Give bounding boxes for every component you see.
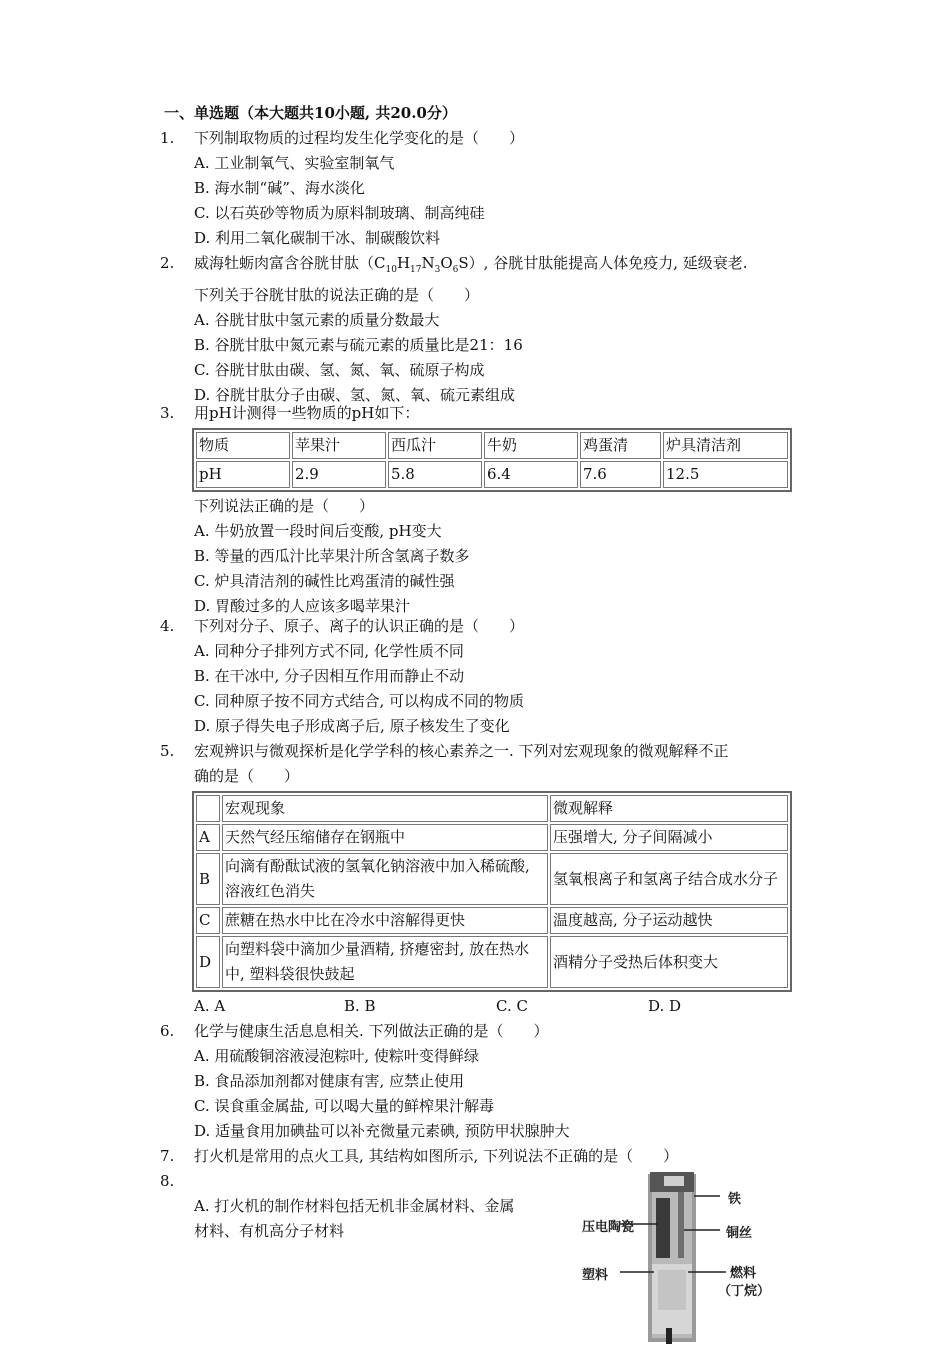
table-cell: 鸡蛋清: [580, 432, 661, 459]
option-c[interactable]: C. 同种原子按不同方式结合, 可以构成不同的物质: [194, 692, 525, 710]
label-fuel: 燃料: [730, 1266, 757, 1281]
table-cell: 宏观现象: [222, 795, 548, 822]
table-cell: 7.6: [580, 461, 661, 488]
question-stem: 下列对分子、原子、离子的认识正确的是（ ）: [194, 617, 525, 635]
table-cell: 2.9: [292, 461, 386, 488]
table-cell: 6.4: [484, 461, 578, 488]
option-d[interactable]: D. 胃酸过多的人应该多喝苹果汁: [194, 597, 411, 615]
question-4: [160, 614, 800, 739]
lighter-diagram: [578, 1168, 778, 1344]
option-a[interactable]: A. 牛奶放置一段时间后变酸, pH变大: [194, 522, 442, 540]
option-d[interactable]: D. 谷胱甘肽分子由碳、氢、氮、氧、硫元素组成: [194, 386, 516, 404]
table-header-row: [196, 432, 788, 459]
ph-table: [192, 428, 792, 492]
option-c[interactable]: C. 炉具清洁剂的碱性比鸡蛋清的碱性强: [194, 572, 455, 590]
option-d[interactable]: D. 利用二氧化碳制干冰、制碳酸饮料: [194, 229, 441, 247]
question-number: 6.: [160, 1022, 175, 1040]
question-stem-line2: 确的是（ ）: [194, 767, 300, 785]
table-cell: 12.5: [663, 461, 788, 488]
label-copper: 铜丝: [726, 1226, 753, 1241]
table-cell: pH: [196, 461, 290, 488]
question-number: 3.: [160, 404, 175, 422]
options-row: [194, 994, 800, 1019]
table-cell: 微观解释: [550, 795, 788, 822]
macro-micro-table: [192, 791, 792, 992]
table-cell: 氢氧根离子和氢离子结合成水分子: [550, 853, 788, 905]
table-row: [196, 824, 788, 851]
table-cell: 物质: [196, 432, 290, 459]
option-a[interactable]: A. 用硫酸铜溶液浸泡粽叶, 使粽叶变得鲜绿: [194, 1047, 479, 1065]
option-d[interactable]: D. 适量食用加碘盐可以补充微量元素碘, 预防甲状腺肿大: [194, 1122, 570, 1140]
question-number: 8.: [160, 1172, 175, 1190]
option-c[interactable]: C. 误食重金属盐, 可以喝大量的鲜榨果汁解毒: [194, 1097, 495, 1115]
table-cell: 酒精分子受热后体积变大: [550, 936, 788, 988]
table-cell: A: [196, 824, 220, 851]
lighter-figure: [578, 1168, 778, 1344]
label-iron: 铁: [728, 1192, 742, 1207]
label-plastic: 塑料: [582, 1268, 609, 1283]
option-b[interactable]: B. B: [344, 997, 376, 1015]
question-6: [160, 1019, 800, 1144]
option-a[interactable]: A. 同种分子排列方式不同, 化学性质不同: [194, 642, 464, 660]
option-a-line2[interactable]: 材料、有机高分子材料: [194, 1222, 345, 1240]
table-cell: 温度越高, 分子运动越快: [550, 907, 788, 934]
question-stem: 化学与健康生活息息相关. 下列做法正确的是（ ）: [194, 1022, 549, 1040]
table-cell: D: [196, 936, 220, 988]
option-b[interactable]: B. 等量的西瓜汁比苹果汁所含氢离子数多: [194, 547, 470, 565]
table-cell: 炉具清洁剂: [663, 432, 788, 459]
option-b[interactable]: B. 食品添加剂都对健康有害, 应禁止使用: [194, 1072, 465, 1090]
option-d[interactable]: D. 原子得失电子形成离子后, 原子核发生了变化: [194, 717, 510, 735]
question-number: 5.: [160, 742, 175, 760]
table-cell: 天然气经压缩储存在钢瓶中: [222, 824, 548, 851]
question-number: 4.: [160, 617, 175, 635]
option-b[interactable]: B. 在干冰中, 分子因相互作用而静止不动: [194, 667, 465, 685]
question-stem: 威海牡蛎肉富含谷胱甘肽$(C_{10}H_{17}N_3O_6S)$, 谷胱甘肽能提高人体免疫力, 延级衰老.: [194, 254, 748, 275]
table-cell: 向塑料袋中滴加少量酒精, 挤瘪密封, 放在热水中, 塑料袋很快鼓起: [222, 936, 548, 988]
question-stem-line2: 下列说法正确的是（ ）: [194, 497, 375, 515]
table-cell: 蔗糖在热水中比在冷水中溶解得更快: [222, 907, 548, 934]
table-cell: B: [196, 853, 220, 905]
table-cell: [196, 795, 220, 822]
question-stem: 用pH计测得一些物质的pH如下：: [194, 404, 420, 422]
option-d[interactable]: D. D: [648, 997, 682, 1015]
option-c[interactable]: C. C: [496, 997, 528, 1015]
table-row: [196, 853, 788, 905]
option-c[interactable]: C. 谷胱甘肽由碳、氢、氮、氧、硫原子构成: [194, 361, 485, 379]
question-number: 1.: [160, 129, 175, 147]
table-cell: 向滴有酚酞试液的氢氧化钠溶液中加入稀硫酸, 溶液红色消失: [222, 853, 548, 905]
table-cell: 5.8: [388, 461, 482, 488]
table-cell: 苹果汁: [292, 432, 386, 459]
question-2: [160, 251, 800, 408]
question-stem: 打火机是常用的点火工具, 其结构如图所示, 下列说法不正确的是（ ）: [194, 1147, 679, 1165]
question-number: 7.: [160, 1147, 175, 1165]
table-cell: 压强增大, 分子间隔减小: [550, 824, 788, 851]
question-stem: 宏观辨识与微观探析是化学学科的核心素养之一. 下列对宏观现象的微观解释不正: [194, 742, 729, 760]
option-b[interactable]: B. 海水制“碱”、海水淡化: [194, 179, 365, 197]
question-8: [160, 1169, 560, 1244]
question-stem-line2: 下列关于谷胱甘肽的说法正确的是（ ）: [194, 286, 480, 304]
table-header-row: [196, 795, 788, 822]
table-cell: C: [196, 907, 220, 934]
option-a-line1[interactable]: A. 打火机的制作材料包括无机非金属材料、金属: [194, 1197, 515, 1215]
question-number: 2.: [160, 254, 175, 272]
table-row: [196, 936, 788, 988]
question-5: [160, 739, 800, 1019]
option-a[interactable]: A. 工业制氧气、实验室制氧气: [194, 154, 395, 172]
table-row: [196, 907, 788, 934]
section-title: 一、单选题（本大题共10小题, 共20.0分）: [164, 104, 457, 122]
option-b[interactable]: B. 谷胱甘肽中氮元素与硫元素的质量比是21：16: [194, 336, 523, 354]
option-a[interactable]: A. A: [194, 997, 226, 1015]
option-a[interactable]: A. 谷胱甘肽中氢元素的质量分数最大: [194, 311, 440, 329]
question-stem: 下列制取物质的过程均发生化学变化的是（ ）: [194, 129, 525, 147]
label-butane: （丁烷）: [718, 1284, 771, 1299]
question-1: [160, 126, 800, 251]
question-7: [160, 1144, 800, 1169]
table-row: [196, 461, 788, 488]
option-c[interactable]: C. 以石英砂等物质为原料制玻璃、制高纯硅: [194, 204, 485, 222]
table-cell: 牛奶: [484, 432, 578, 459]
question-3: [160, 401, 800, 619]
spacer: [194, 1169, 560, 1194]
label-ceramic: 压电陶瓷: [582, 1220, 635, 1235]
table-cell: 西瓜汁: [388, 432, 482, 459]
